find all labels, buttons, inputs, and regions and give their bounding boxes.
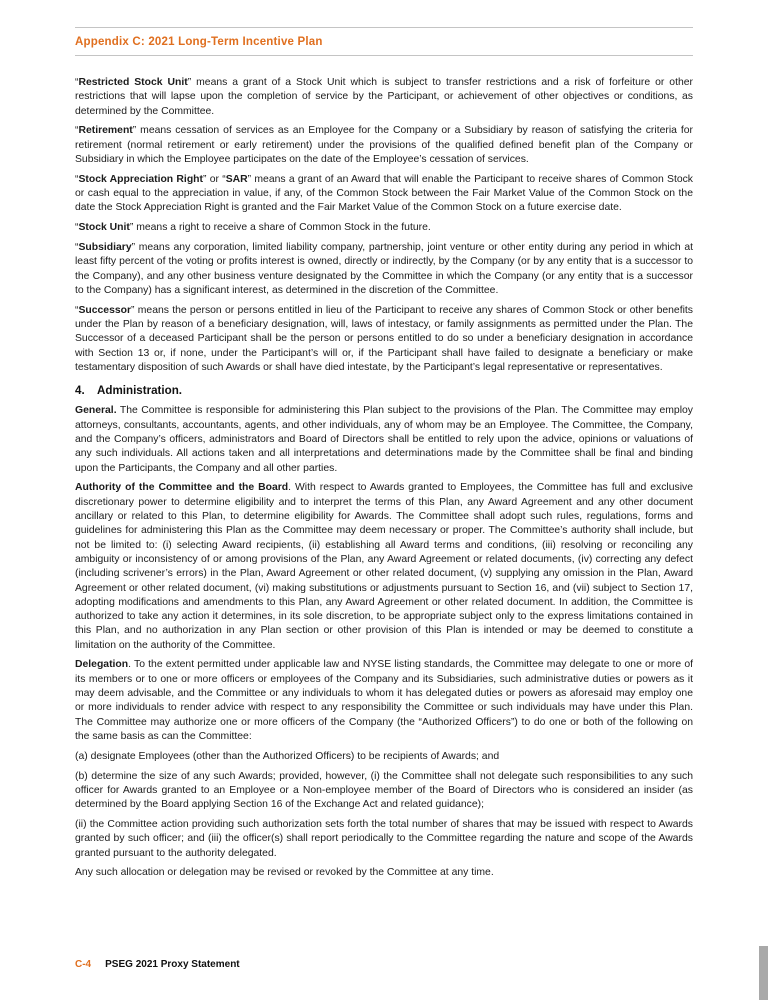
paragraph: [75, 750, 693, 764]
footer-title: PSEG 2021 Proxy Statement: [105, 959, 240, 970]
text-run: “: [75, 241, 79, 253]
paragraph: [75, 770, 693, 813]
text-run: “: [75, 304, 79, 316]
text-run: ” means cessation of services as an Employee for the Company or a Subsidiary by reason of satisfying the criteria for retirement (normal retirement or early retirement) under the provisions of the qualified defined benefit plan of the Company or Subsidiary in which the Employee participates on the date of the Employee’s cessation of services.: [75, 125, 693, 165]
section-number: 4.: [75, 384, 85, 398]
text-run: “: [75, 77, 79, 88]
text-run: (b) determine the size of any such Awards; provided, however, (i) the Committee shall not delegate such responsibilities to any such officer for Awards granted to an Employee or a Non-employee member of the Board of Directors who is considered an insider (as determined by the Board applying Section 16 of the Exchange Act and related guidance);: [75, 770, 693, 811]
bold-term: Delegation: [75, 659, 129, 671]
bold-term: Authority of the Committee and the Board: [75, 482, 289, 494]
text-run: ” means a right to receive a share of Common Stock in the future.: [129, 222, 431, 234]
text-run: (ii) the Committee action providing such authorization sets forth the total number of shares that may be issued with respect to Awards granted by such officer; and (iii) the officer(s) shall report periodically to the Committee regarding the nature and scope of the Awards granted pursuant to the authority delegated.: [75, 818, 693, 859]
bold-term: Stock Unit: [78, 222, 130, 234]
paragraph: [75, 818, 693, 861]
paragraph: [75, 221, 693, 235]
paragraph: [75, 866, 693, 880]
paragraph: [75, 173, 693, 216]
paragraph: [75, 304, 693, 375]
paragraph: [75, 124, 693, 167]
bold-term: General.: [75, 405, 117, 417]
text-run: ” or “: [202, 173, 226, 185]
paragraph: [75, 76, 693, 119]
appendix-side-tab: [759, 946, 768, 1000]
bold-term: Stock Appreciation Right: [78, 173, 203, 185]
text-run: “: [75, 173, 79, 185]
page-footer: [75, 959, 240, 970]
text-run: . To the extent permitted under applicable law and NYSE listing standards, the Committee may delegate to one or more of its members or to one or more officers or employees of the Company and its Subsidiaries, such administrative duties or powers as it may deem advisable, and the Committee or any individuals to whom it has delegated duties or powers as aforesaid may employ one or more individuals to render advice with respect to any responsibility the Committee or such individuals may have under this Plan. The Committee may authorize one or more officers of the Company (the “Authorized Officers”) to do one or both of the following on the same basis as can the Committee:: [75, 659, 693, 742]
header-top-rule: [75, 27, 693, 28]
bold-term: SAR: [225, 173, 248, 185]
paragraph: [75, 481, 693, 653]
paragraph: [75, 241, 693, 298]
header-bottom-rule: [75, 55, 693, 56]
page-header: [75, 0, 693, 56]
page-number: C-4: [75, 959, 92, 970]
text-run: ” means a grant of a Stock Unit which is subject to transfer restrictions and a risk of forfeiture or other restrictions that will lapse upon the completion of service by the Participant, or achievement of other objectives or conditions, as determined by the Committee.: [75, 77, 693, 117]
section-heading: [75, 384, 693, 398]
section-title: Administration.: [97, 384, 183, 398]
text-run: Any such allocation or delegation may be revised or revoked by the Committee at any time.: [75, 867, 494, 879]
bold-term: Successor: [78, 304, 132, 316]
text-run: (a) designate Employees (other than the Authorized Officers) to be recipients of Awards; and: [75, 750, 500, 762]
text-run: “: [75, 125, 79, 137]
bold-term: Subsidiary: [78, 241, 132, 253]
text-run: ” means a grant of an Award that will enable the Participant to receive shares of Common Stock or cash equal to the appreciation in value, if any, of the Common Stock between the Fair Market Value of the Common Stock on the date the Stock Appreciation Right is granted and the Fair Market Value of the Common Stock on a future exercise date.: [75, 173, 693, 214]
document-body: [75, 76, 693, 881]
text-run: The Committee is responsible for administering this Plan subject to the provisions of the Plan. The Committee may employ attorneys, consultants, accountants, agents, and other individuals, any of whom may be an Employee. The Committee, the Company, and the Company’s officers, administrators and Board of Directors shall be entitled to rely upon the advice, opinions or valuations of any such individuals. All actions taken and all interpretations and determinations made by the Committee shall be final and binding upon the Participants, the Company and all other parties.: [75, 405, 693, 474]
text-run: . With respect to Awards granted to Employees, the Committee has full and exclusive discretionary power to determine eligibility and to interpret the terms of this Plan, any Award Agreement and any other document ancillary or related to this Plan, to determine eligibility for Awards. The Committee shall adopt such rules, regulations, forms and guidelines for administering this Plan as the Committee may deem necessary or proper. The Committee’s authority shall include, but not be limited to: (i) selecting Award recipients, (ii) establishing all Award terms and conditions, (iii) resolving or reconciling any ambiguity or inconsistency of or among provisions of the Plan, any Award Agreement or related documents, (iv) correcting any defect (including scrivener’s errors) in the Plan, Award Agreement or other related document, (v) supplying any omission in the Plan, Award Agreement or other related document, (vi) making substitutions or adjustments pursuant to Section 16, and (vii) subject to Section 17, adopting modifications and amendments to this Plan, any Award Agreement or other related document. In addition, the Committee is authorized to take any action it determines, in its sole discretion, to be appropriate subject only to the express limitations contained in this Plan, and no authorization in any Plan section or other provision of this Plan is intended or may be deemed to constitute a limitation on the authority of the Committee.: [75, 482, 693, 651]
text-run: ” means any corporation, limited liability company, partnership, joint venture or other entity during any period in which at least fifty percent of the voting or profits interest is owned, directly or indirectly, by the Company (or by any entity that is a successor to the Company), and any other business venture designated by the Committee in which the Company (or any entity that is a successor to the Company) has a significant interest, as determined in the discretion of the Committee.: [75, 241, 693, 296]
text-run: ” means the person or persons entitled in lieu of the Participant to receive any shares of Common Stock or other benefits under the Plan by reason of a beneficiary designation, will, laws of intestacy, or family assignments as permitted under the Plan. The Successor of a deceased Participant shall be the person or persons entitled to do so under a beneficiary designation in accordance with Section 13 or, if none, under the Participant’s will or, if the Participant shall have failed to designate a beneficiary or make testamentary disposition of such Awards or shall have died intestate, by the Participant’s legal representative or representatives.: [75, 304, 693, 373]
bold-term: Restricted Stock Unit: [78, 77, 188, 88]
text-run: “: [75, 222, 79, 234]
paragraph: [75, 404, 693, 475]
paragraph: [75, 658, 693, 744]
appendix-title: Appendix C: 2021 Long-Term Incentive Plan: [75, 36, 323, 48]
bold-term: Retirement: [78, 125, 133, 137]
